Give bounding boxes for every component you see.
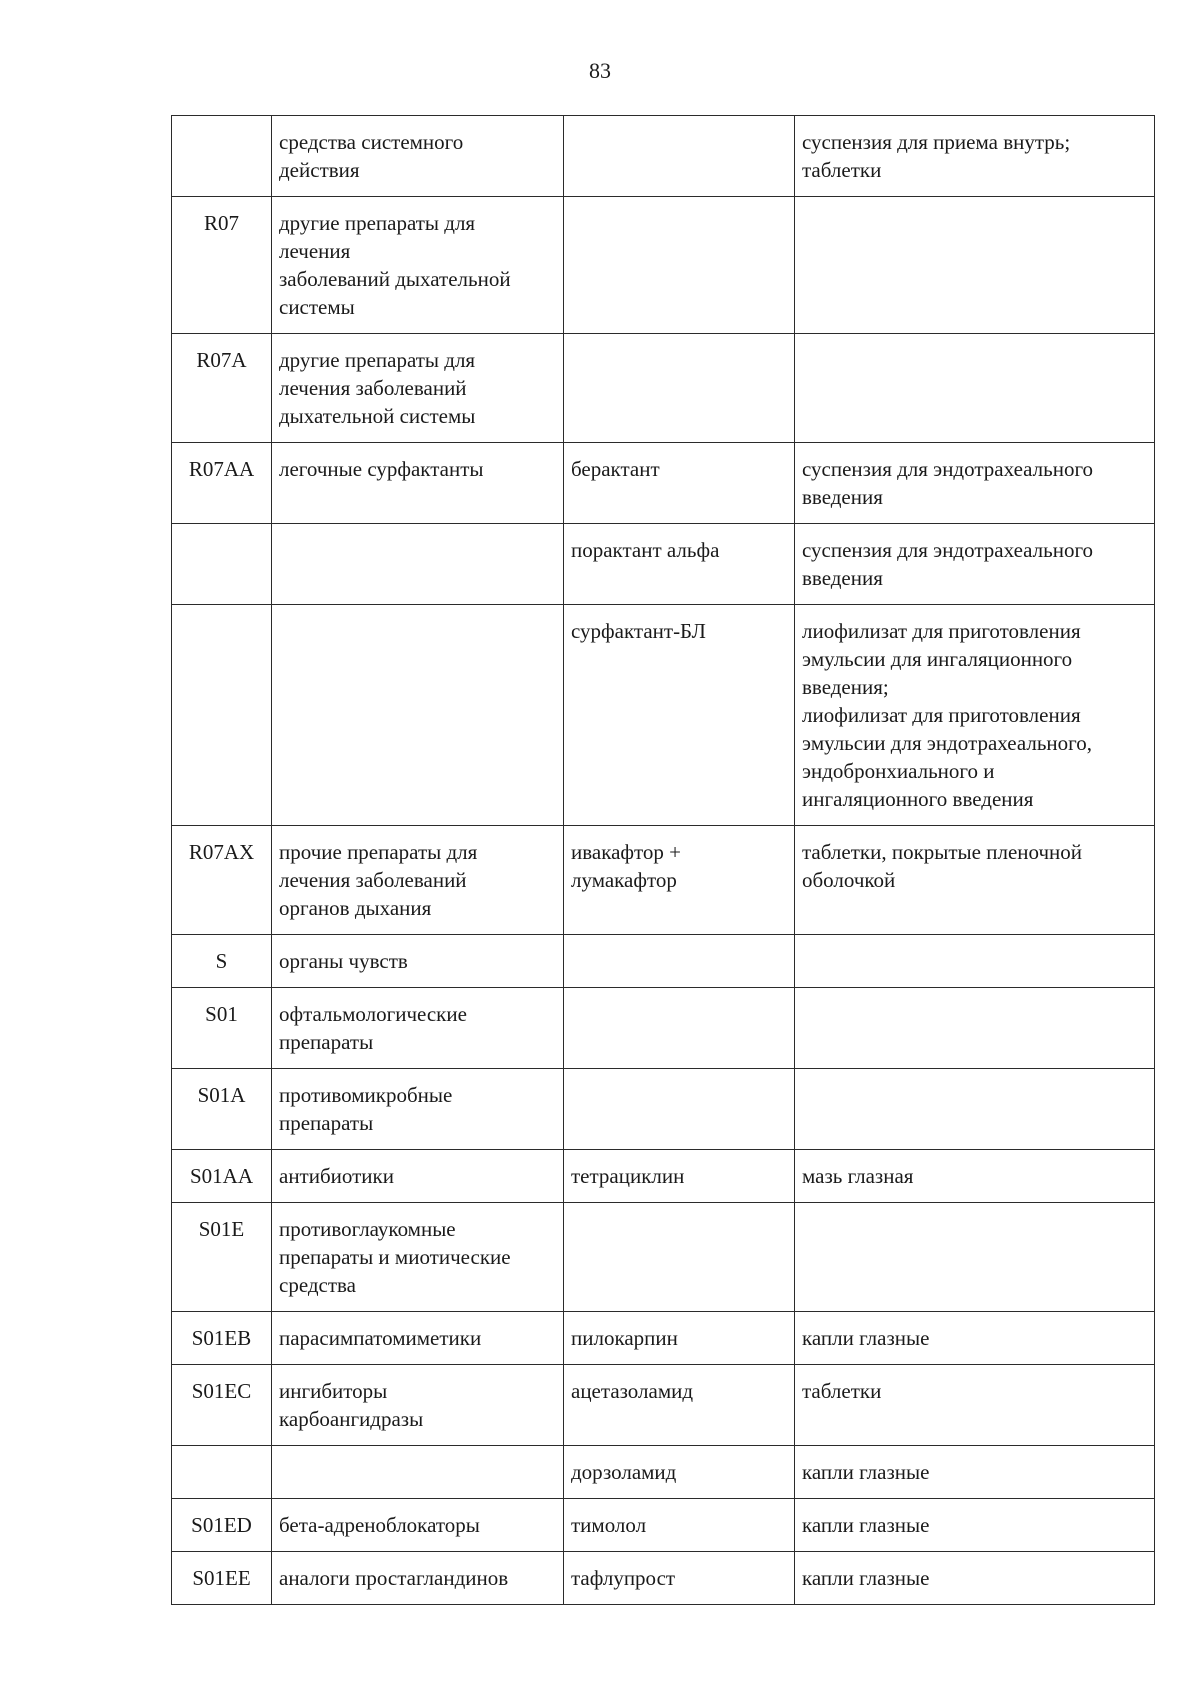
drug-name-cell: берактант [564,443,795,524]
atc-code-cell: S01 [172,988,272,1069]
table-row [172,1150,1155,1203]
atc-code-cell [172,524,272,605]
drug-name-cell [564,935,795,988]
anatomical-group-cell: органы чувств [272,935,564,988]
anatomical-group-cell: другие препараты для лечения заболеваний дыхательной системы [272,197,564,334]
anatomical-group-cell: парасимпатомиметики [272,1312,564,1365]
drug-name-cell: тимолол [564,1499,795,1552]
table-row [172,826,1155,935]
atc-code-cell [172,116,272,197]
atc-code-cell [172,605,272,826]
anatomical-group-cell: легочные сурфактанты [272,443,564,524]
table-body [172,116,1155,1605]
atc-code-cell: S01EC [172,1365,272,1446]
drug-name-cell: порактант альфа [564,524,795,605]
table-row [172,1499,1155,1552]
dosage-form-cell: таблетки [795,1365,1155,1446]
drug-name-cell [564,988,795,1069]
drug-name-cell [564,334,795,443]
anatomical-group-cell: противоглаукомные препараты и миотические средства [272,1203,564,1312]
drug-name-cell [564,1069,795,1150]
table-row [172,1069,1155,1150]
table-row [172,1552,1155,1605]
atc-code-cell: S01EE [172,1552,272,1605]
anatomical-group-cell: прочие препараты для лечения заболеваний органов дыхания [272,826,564,935]
anatomical-group-cell: антибиотики [272,1150,564,1203]
atc-code-cell: R07A [172,334,272,443]
dosage-form-cell: капли глазные [795,1499,1155,1552]
atc-code-cell: R07 [172,197,272,334]
drug-name-cell: тафлупрост [564,1552,795,1605]
anatomical-group-cell [272,524,564,605]
table-row [172,443,1155,524]
dosage-form-cell [795,988,1155,1069]
anatomical-group-cell: бета-адреноблокаторы [272,1499,564,1552]
dosage-form-cell [795,1203,1155,1312]
atc-code-cell: S01EB [172,1312,272,1365]
dosage-form-cell: суспензия для приема внутрь; таблетки [795,116,1155,197]
dosage-form-cell [795,197,1155,334]
dosage-form-cell: капли глазные [795,1552,1155,1605]
drug-name-cell [564,116,795,197]
page-number: 83 [589,58,611,83]
atc-code-cell: S01ED [172,1499,272,1552]
drug-name-cell: дорзоламид [564,1446,795,1499]
table-row [172,1203,1155,1312]
drug-name-cell: сурфактант-БЛ [564,605,795,826]
atc-code-cell [172,1446,272,1499]
anatomical-group-cell: другие препараты для лечения заболеваний дыхательной системы [272,334,564,443]
drug-name-cell: тетрациклин [564,1150,795,1203]
dosage-form-cell: суспензия для эндотрахеального введения [795,443,1155,524]
dosage-form-cell: лиофилизат для приготовления эмульсии для ингаляционного введения; лиофилизат для приготовления эмульсии для эндотрахеального, эндобронхиального и ингаляционного введения [795,605,1155,826]
dosage-form-cell [795,935,1155,988]
anatomical-group-cell: офтальмологические препараты [272,988,564,1069]
atc-code-cell: S01A [172,1069,272,1150]
table-row [172,197,1155,334]
table-row [172,935,1155,988]
atc-code-cell: S01AA [172,1150,272,1203]
table-row [172,988,1155,1069]
anatomical-group-cell: ингибиторы карбоангидразы [272,1365,564,1446]
anatomical-group-cell [272,605,564,826]
atc-code-cell: R07AX [172,826,272,935]
table-row [172,1446,1155,1499]
table-row [172,524,1155,605]
drug-name-cell: ивакафтор + лумакафтор [564,826,795,935]
dosage-form-cell: таблетки, покрытые пленочной оболочкой [795,826,1155,935]
dosage-form-cell [795,1069,1155,1150]
dosage-form-cell: капли глазные [795,1312,1155,1365]
dosage-form-cell: мазь глазная [795,1150,1155,1203]
anatomical-group-cell: средства системного действия [272,116,564,197]
anatomical-group-cell: противомикробные препараты [272,1069,564,1150]
drug-name-cell [564,1203,795,1312]
atc-code-cell: R07AA [172,443,272,524]
table-row [172,1312,1155,1365]
atc-code-cell: S [172,935,272,988]
anatomical-group-cell [272,1446,564,1499]
dosage-form-cell: суспензия для эндотрахеального введения [795,524,1155,605]
table-row [172,605,1155,826]
drug-table [171,115,1155,1605]
table-row [172,1365,1155,1446]
atc-code-cell: S01E [172,1203,272,1312]
drug-name-cell: ацетазоламид [564,1365,795,1446]
table-row [172,334,1155,443]
drug-name-cell [564,197,795,334]
dosage-form-cell [795,334,1155,443]
drug-name-cell: пилокарпин [564,1312,795,1365]
table-row [172,116,1155,197]
anatomical-group-cell: аналоги простагландинов [272,1552,564,1605]
dosage-form-cell: капли глазные [795,1446,1155,1499]
